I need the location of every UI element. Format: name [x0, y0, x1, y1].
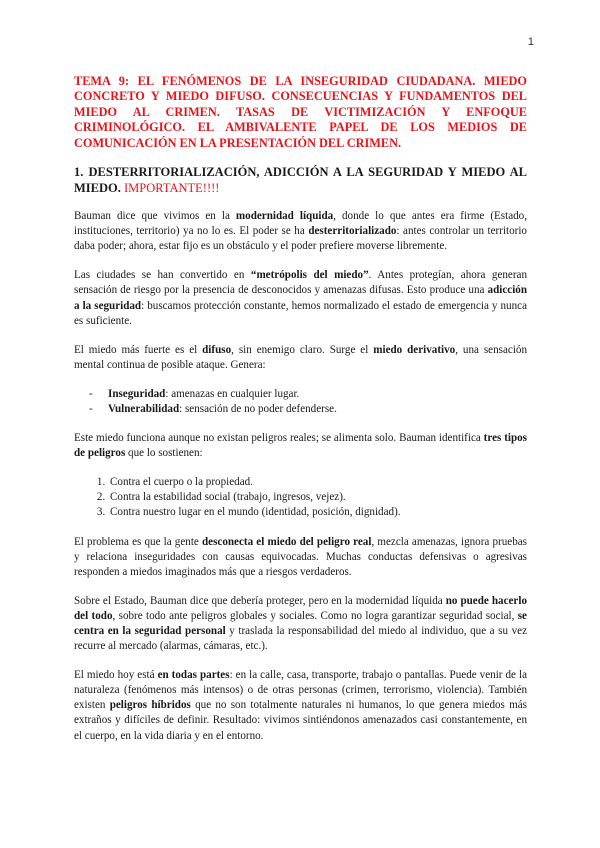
bold-term: modernidad líquida: [235, 210, 334, 223]
paragraph-tipos-peligros: [74, 431, 527, 461]
text: El problema es que la gente: [74, 535, 202, 548]
paragraph-miedo-hoy: [74, 668, 527, 743]
text: El miedo hoy está: [74, 669, 158, 682]
bold-term: adicción a la seguridad: [74, 284, 527, 312]
text: : en la calle, casa, transporte, trabajo o pantallas. Puede venir de la naturaleza (fenómenos más intensos) o de otras personas (crimen, terrorismo, violencia). También existen: [74, 669, 527, 712]
list-item: 1. Contra el cuerpo o la propiedad.: [108, 475, 527, 490]
text: Bauman dice que vivimos en la: [74, 210, 236, 223]
list-item: [74, 402, 527, 417]
text: : buscamos protección constante, hemos normalizado el estado de emergencia y nunca es suficiente.: [74, 299, 528, 327]
bold-term: Vulnerabilidad: [108, 402, 180, 415]
paragraph-modernidad-liquida: [74, 209, 527, 254]
text: Sobre el Estado, Bauman dice que debería proteger, pero en la modernidad líquida: [74, 594, 446, 607]
text: , una sensación mental continua de posible ataque. Genera:: [74, 343, 527, 371]
dash-list: [74, 387, 527, 417]
text: , donde lo que antes era firme (Estado, instituciones, territorio) ya no lo es. El poder se ha: [74, 210, 527, 238]
bold-term: tres tipos de peligros: [74, 432, 528, 460]
text: Este miedo funciona aunque no existan peligros reales; se alimenta solo. Bauman identifica: [74, 432, 484, 445]
section-heading: [74, 165, 527, 196]
text: , mezcla amenazas, ignora pruebas y relaciona inseguridades con causas equivocadas. Muchas conductas defensivas o agresivas responden a miedos imaginados más que a riesgos verdaderos.: [74, 535, 527, 578]
bold-term: se centra en la seguridad personal: [74, 609, 527, 637]
text: , sobre todo ante peligros globales y sociales. Como no logra garantizar seguridad social,: [112, 609, 518, 622]
list-item: [74, 387, 527, 402]
section-heading-text: 1. DESTERRITORIALIZACIÓN, ADICCIÓN A LA SEGURIDAD Y MIEDO AL MIEDO.: [74, 165, 527, 195]
bold-term: desconecta el miedo del peligro real: [202, 535, 372, 548]
numbered-list: [74, 475, 527, 520]
text: . Antes protegían, ahora generan sensación de riesgo por la presencia de desconocidos y amenazas difusas. Esto produce una: [74, 269, 527, 297]
bold-term: miedo derivativo: [373, 343, 456, 356]
bold-term: desterritorializado: [308, 225, 397, 238]
document-body: [74, 74, 527, 758]
bold-term: “metrópolis del miedo”: [250, 269, 369, 282]
paragraph-miedo-difuso: [74, 343, 527, 373]
paragraph-estado: [74, 594, 527, 654]
text: El miedo más fuerte es el: [74, 343, 203, 356]
text: y traslada la responsabilidad del miedo al individuo, que a su vez recurre al mercado (alarmas, cámaras, etc.).: [74, 625, 528, 653]
text: que no son totalmente naturales ni humanos, lo que genera miedos más extraños y difíciles de definir. Resultado: vivimos sintiéndonos amenazados casi constantemente, en el cuerpo, en la vida diaria y en el entorno.: [74, 699, 527, 742]
bold-term: Inseguridad: [108, 387, 166, 400]
paragraph-problema: [74, 535, 527, 580]
bold-term: en todas partes: [157, 669, 230, 682]
text: , sin enemigo claro. Surge el: [231, 343, 374, 356]
page-number: 1: [527, 36, 534, 48]
list-item: 2. Contra la estabilidad social (trabajo, ingresos, vejez).: [108, 490, 527, 505]
text: : sensación de no poder defenderse.: [179, 402, 337, 415]
text: : amenazas en cualquier lugar.: [165, 387, 300, 400]
text: que lo sostienen:: [125, 447, 203, 460]
document-title: TEMA 9: EL FENÓMENOS DE LA INSEGURIDAD CIUDADANA. MIEDO CONCRETO Y MIEDO DIFUSO. CONSECUENCIAS Y FUNDAMENTOS DEL MIEDO AL CRIMEN. TASAS DE VICTIMIZACIÓN Y ENFOQUE CRIMINOLÓGICO. EL AMBIVALENTE PAPEL DE LOS MEDIOS DE COMUNICACIÓN EN LA PRESENTACIÓN DEL CRIMEN.: [74, 74, 527, 150]
list-item: 3. Contra nuestro lugar en el mundo (identidad, posición, dignidad).: [108, 505, 527, 520]
bold-term: no puede hacerlo del todo: [74, 594, 527, 622]
paragraph-metropolis: [74, 268, 527, 328]
important-note: IMPORTANTE!!!!: [120, 180, 220, 195]
text: : antes controlar un territorio daba poder; ahora, estar fijo es un obstáculo y el poder prefiere moverse libremente.: [74, 225, 527, 253]
bold-term: difuso: [202, 343, 232, 356]
text: Las ciudades se han convertido en: [74, 269, 251, 282]
bold-term: peligros híbridos: [109, 699, 191, 712]
